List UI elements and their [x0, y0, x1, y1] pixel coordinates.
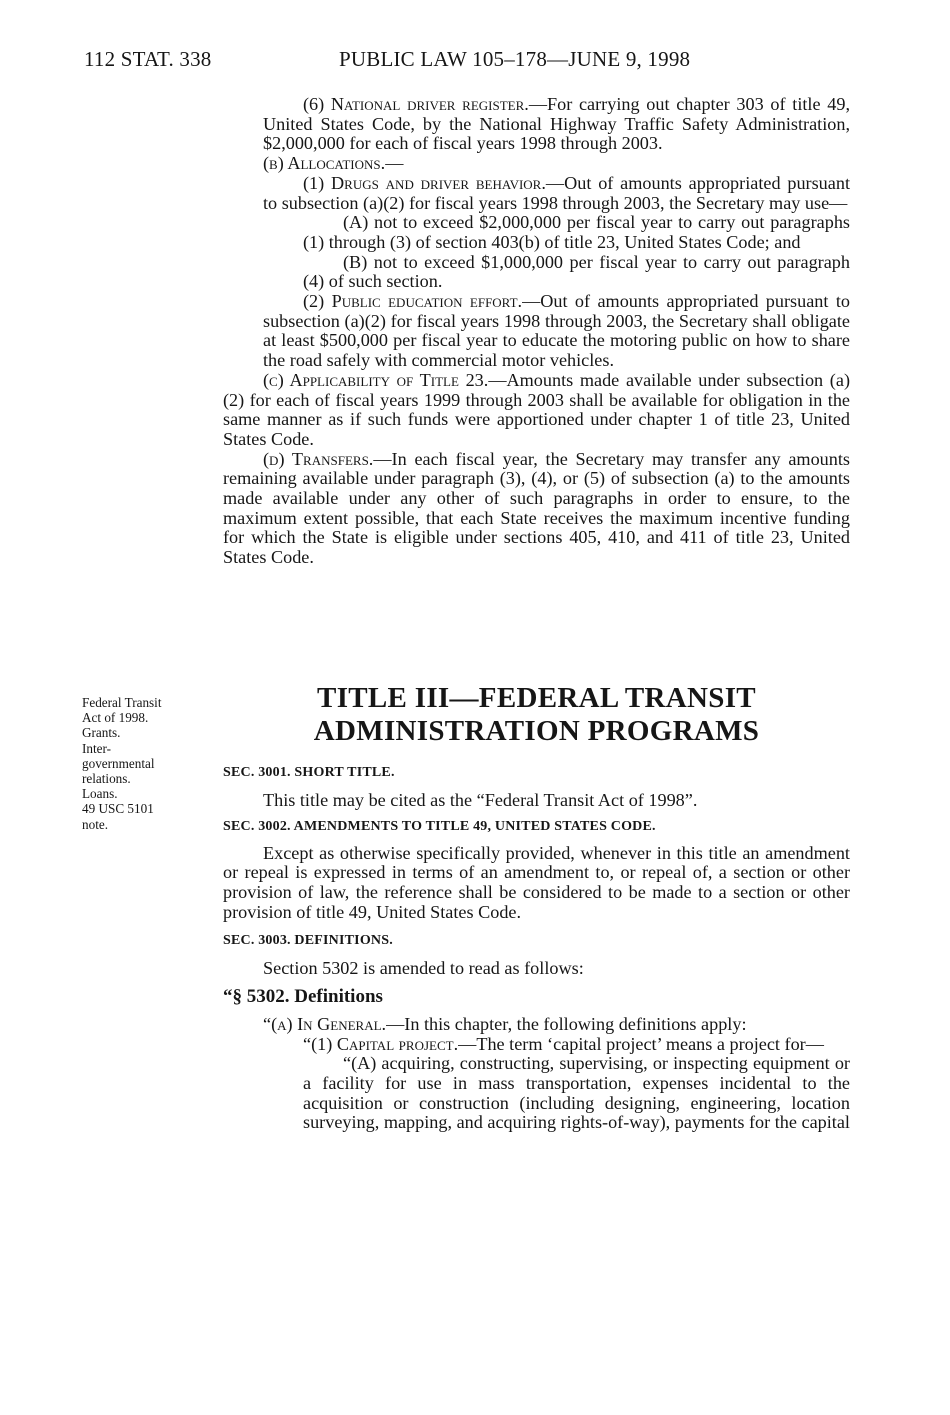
subsection-b: (b) Allocations.— [263, 153, 404, 174]
subsection-a: “(a) In General.—In this chapter, the following definitions apply: [263, 1013, 747, 1034]
margin-note: relations. [82, 771, 131, 787]
paragraph-b2: (2) Public education effort.—Out of amounts appropriated pursuant to subsection (a)(2) for fiscal years 1998 through 2003, the Secretary shall obligate at least $500,000 per fiscal year to educate the motoring public on how to share the road safely with commercial motor vehicles. [263, 291, 850, 371]
section-heading: SEC. 3002. AMENDMENTS TO TITLE 49, UNITED STATES CODE. [223, 818, 656, 834]
paragraph-6: (6) National driver register.—For carrying out chapter 303 of title 49, United States Code, by the National Highway Traffic Safety Administration, $2,000,000 for each of fiscal years 1998 through 2003. [263, 94, 850, 154]
margin-note: Grants. [82, 725, 121, 741]
clause-b1A: (A) not to exceed $2,000,000 per fiscal year to carry out paragraphs (1) through (3) of section 403(b) of title 23, United States Code; and [303, 212, 850, 252]
margin-note: governmental [82, 755, 155, 771]
section-text: This title may be cited as the “Federal Transit Act of 1998”. [263, 790, 698, 810]
running-head: PUBLIC LAW 105–178—JUNE 9, 1998 [339, 47, 691, 71]
paragraph-a1: “(1) Capital project.—The term ‘capital project’ means a project for— [303, 1033, 824, 1054]
section-5302-heading: “§ 5302. Definitions [223, 986, 383, 1008]
clause-b1B: (B) not to exceed $1,000,000 per fiscal year to carry out paragraph (4) of such section. [303, 251, 850, 292]
margin-note: Loans. [82, 786, 118, 802]
subsection-d: (d) Transfers.—In each fiscal year, the Secretary may transfer any amounts remaining available under paragraph (3), (4), or (5) of subsection (a) to the amounts made available under any other of such paragraphs in order to ensure, to the maximum extent possible, that each State receives the maximum incentive funding for which the State is eligible under sections 405, 410, and 411 of title 23, United States Code. [223, 448, 850, 568]
title-heading: TITLE III—FEDERAL TRANSIT ADMINISTRATION PROGRAMS [313, 682, 760, 747]
clause-a1A: “(A) acquiring, constructing, supervising, or inspecting equipment or a facility for use in mass transportation, expenses incidental to the acquisition or construction (including designing, engineering, location surveying, mapping, and acquiring rights-of-way), payments for the capital [303, 1053, 850, 1133]
subsection-c: (c) Applicability of Title 23.—Amounts made available under subsection (a)(2) for each of fiscal years 1999 through 2003 shall be available for obligation in the same manner as if such funds were apportioned under chapter 1 of title 23, United States Code. [223, 369, 850, 449]
margin-note: Act of 1998. [82, 710, 149, 726]
section-heading: SEC. 3003. DEFINITIONS. [223, 932, 393, 948]
margin-notes [82, 695, 202, 832]
margin-note: Inter- [82, 740, 112, 756]
margin-note: note. [82, 816, 109, 832]
section-text: Section 5302 is amended to read as follows: [263, 957, 584, 978]
margin-note: Federal Transit [82, 695, 162, 710]
section-heading: SEC. 3001. SHORT TITLE. [223, 765, 395, 780]
title-body [223, 765, 850, 1133]
paragraph-b1: (1) Drugs and driver behavior.—Out of amounts appropriated pursuant to subsection (a)(2) for fiscal years 1998 through 2003, the Secretary may use— [263, 172, 850, 213]
margin-note: 49 USC 5101 [82, 801, 154, 817]
page-stat-number: 112 STAT. 338 [84, 47, 212, 71]
continued-section [223, 95, 850, 568]
section-text: Except as otherwise specifically provided, whenever in this title an amendment or repeal is expressed in terms of an amendment to, or repeal of, a section or other provision of law, the reference shall be considered to be made to a section or other provision of title 49, United States Code. [223, 842, 850, 922]
